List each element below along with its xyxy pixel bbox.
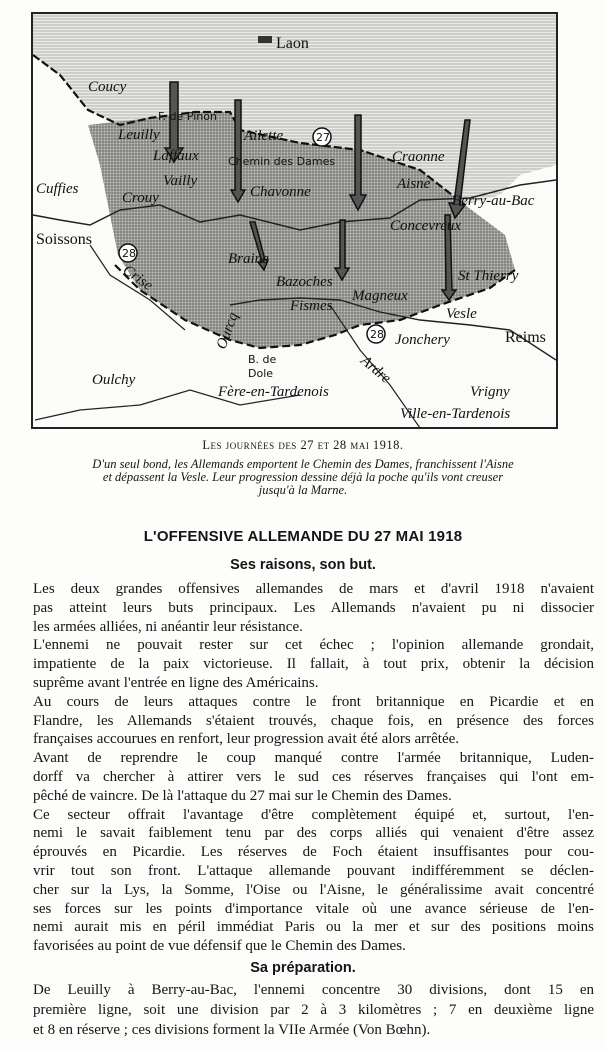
label-vrigny: Vrigny [470,384,510,400]
article-title: L'OFFENSIVE ALLEMANDE DU 27 MAI 1918 [143,528,463,545]
label-ardre: Ardre [357,352,394,387]
label-vailly: Vailly [163,173,198,189]
label-fere-en-tardenois: Fère-en-Tardenois [218,384,329,400]
label-laffaux: Laffaux [153,148,199,164]
paragraph-line: Ce secteur offrait l'avantage d'être complètement équipé et, surtout, l'en- [33,806,594,823]
label-cuffies: Cuffies [36,181,79,197]
paragraph-line: ses forces sur les points d'importance vitale où une avance sérieuse de l'en- [33,900,594,917]
label-ourcq: Ourcq [213,310,242,352]
label-leuilly: Leuilly [118,127,160,143]
paragraph-line: éprouvés en Picardie. Les réserves de Foch étaient insuffisantes pour cou- [33,844,594,861]
label-fismes: Fismes [290,298,333,314]
label-bois-de: B. de [248,353,277,366]
label-ville-en-tardenois: Ville-en-Tardenois [400,406,511,422]
paragraph-line: les armées alliées, ni anéantir leur résistance. [33,618,303,635]
label-soissons: Soissons [36,231,93,248]
paragraph-line: favorisées au point de vue défensif que le Chemin des Dames. [33,938,406,955]
paragraph-line: Les deux grandes offensives allemandes de mars et d'avril 1918 n'avaient [33,581,594,597]
paragraph-line: première ligne, soit une division par 2 à 3 kilomètres ; 7 en deuxième ligne [33,1002,594,1018]
day-28-marker: 28 [122,247,136,260]
label-bazoches: Bazoches [276,274,333,290]
label-crouy: Crouy [122,190,159,206]
paragraph-line: pêché de vaincre. De là l'attaque du 27 mai sur le Chemin des Dames. [33,787,452,804]
paragraph-line: impatiente de la paix victorieuse. Il fallait, à tout prix, obtenir la décision [33,656,594,673]
label-ailette: Ailette [244,128,284,144]
paragraph-line: cher sur la Lys, la Somme, l'Oise ou l'Aisne, le généralissime avait concentré [33,881,594,898]
label-vesle: Vesle [446,306,477,322]
paragraph-line: nemi aurait mis en péril immédiat Paris ou la mer et sur des positions moins [33,919,594,936]
day-27-marker: 27 [316,131,330,144]
section-heading: Sa préparation. [250,960,356,976]
section-heading: Ses raisons, son but. [230,557,376,573]
paragraph-line: Flandre, les Allemands s'étaient trouvés, chaque fois, en présence des forces [33,712,594,729]
label-berry-au-bac: Berry-au-Bac [452,193,535,209]
paragraph-line: françaises accourues en renfort, leur progression avait été alors arrêtée. [33,731,460,748]
label-braine: Braine [228,251,269,267]
paragraph-line: Avant de reprendre le coup manqué contre l'armée britannique, Luden- [33,750,594,767]
paragraph-line: L'ennemi ne pouvait rester sur cet échec ; l'opinion allemande grondait, [33,637,594,654]
label-crise: Crise [119,262,156,294]
label-concevreux: Concevreux [390,218,462,234]
label-oulchy: Oulchy [92,372,136,388]
caption-title: Les journées des 27 et 28 mai 1918. [202,438,404,452]
label-aisne: Aisne [397,176,431,192]
label-pinon: F. de Pinon [158,110,217,123]
label-coucy: Coucy [88,79,127,95]
label-magneux: Magneux [352,288,408,304]
paragraph-line: vrir tout son front. L'attaque allemande pouvant indifféremment se déclen- [33,862,594,879]
label-reims: Reims [505,329,546,346]
caption-line: et dépassent la Vesle. Leur progression dessine déjà la poche qu'ils vont creuser [102,470,504,484]
article-body [33,580,594,956]
paragraph-line: dorff va chercher à attirer vers le sud ces réserves françaises qui l'ont em- [33,768,594,785]
article-body-2 [33,980,594,1040]
label-dole: Dole [248,367,274,380]
paragraph-line: Au cours de leurs attaques contre le front britannique en Picardie et en [33,693,594,710]
caption-line: jusqu'à la Marne. [258,483,348,497]
day-28-marker: 28 [370,328,384,341]
caption-line: D'un seul bond, les Allemands emportent le Chemin des Dames, franchissent l'Aisne [92,457,514,471]
paragraph-line: nemi le savait faiblement tenu par des corps alliés qui venaient d'être assez [33,825,594,842]
paragraph-line: De Leuilly à Berry-au-Bac, l'ennemi concentre 30 divisions, dont 15 en [33,982,594,998]
label-craonne: Craonne [392,149,445,165]
label-chemin-des-dames: Chemin des Dames [228,155,336,168]
battle-map [30,11,560,431]
label-laon: Laon [276,35,309,52]
label-st-thierry: St Thierry [458,268,519,284]
label-chavonne: Chavonne [250,184,311,200]
paragraph-line: pas atteint leurs buts principaux. Les Allemands n'avaient pu ni dissocier [33,599,594,616]
label-jonchery: Jonchery [395,332,450,348]
paragraph-line: et 8 en réserve ; ces divisions forment la VIIe Armée (Von Bœhn). [33,1022,431,1038]
paragraph-line: suprême avant l'entrée en ligne des Américains. [33,674,319,691]
